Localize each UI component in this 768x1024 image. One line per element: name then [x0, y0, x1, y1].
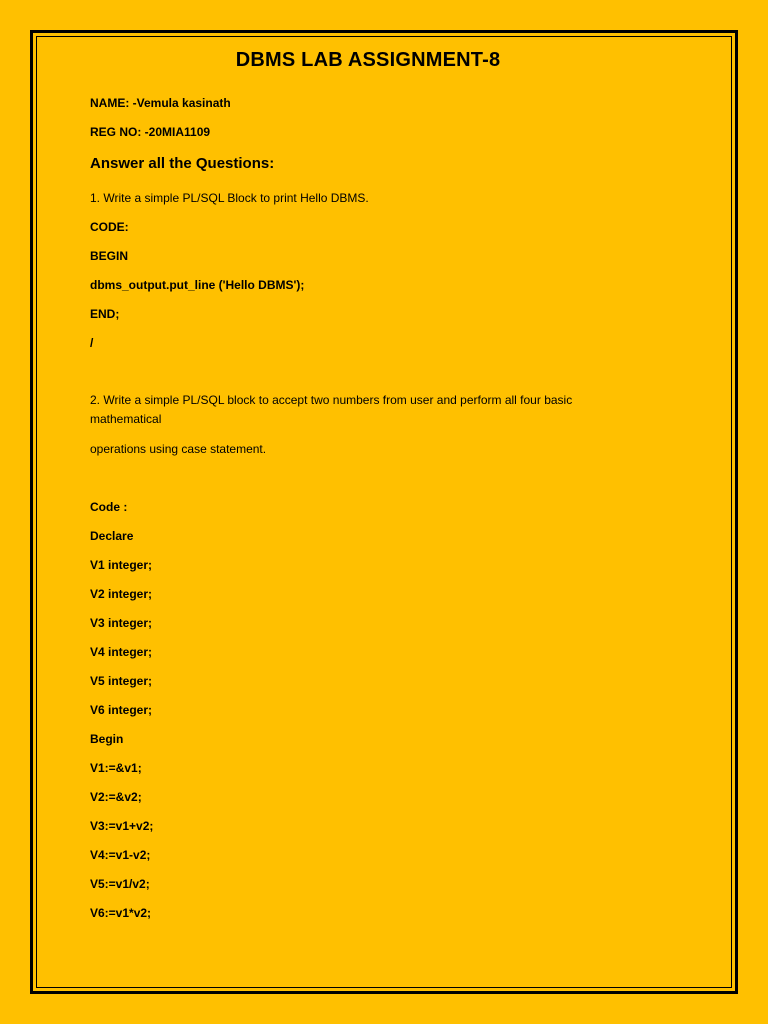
- student-name: NAME: -Vemula kasinath: [90, 96, 231, 110]
- code-line: V4:=v1-v2;: [90, 848, 151, 862]
- question-2-part-1: 2. Write a simple PL/SQL block to accept two numbers from user and perform all four basic mathematical: [90, 393, 573, 426]
- code-line: dbms_output.put_line ('Hello DBMS');: [90, 278, 305, 292]
- code-line: Declare: [90, 529, 134, 543]
- code-line: V5:=v1/v2;: [90, 877, 150, 891]
- question-2-part-2: operations using case statement.: [90, 442, 267, 456]
- code-line: Begin: [90, 732, 124, 746]
- code-line: V5 integer;: [90, 674, 153, 688]
- section-heading: Answer all the Questions:: [90, 155, 275, 172]
- question-1: 1. Write a simple PL/SQL Block to print Hello DBMS.: [90, 191, 369, 205]
- code-line: V1:=&v1;: [90, 761, 142, 775]
- code-line: V2 integer;: [90, 587, 153, 601]
- registration-number: REG NO: -20MIA1109: [90, 125, 211, 139]
- code-line: /: [90, 336, 94, 350]
- page-border-inner: [36, 36, 732, 988]
- code-line: V4 integer;: [90, 645, 153, 659]
- code-line: V2:=&v2;: [90, 790, 142, 804]
- code-line: V6:=v1*v2;: [90, 906, 152, 920]
- code-line: V6 integer;: [90, 703, 153, 717]
- code-line: V3:=v1+v2;: [90, 819, 154, 833]
- q1-code-label: CODE:: [90, 220, 129, 234]
- code-line: END;: [90, 307, 120, 321]
- code-line: V3 integer;: [90, 616, 153, 630]
- code-line: BEGIN: [90, 249, 129, 263]
- q2-code-label: Code :: [90, 500, 128, 514]
- code-line: V1 integer;: [90, 558, 153, 572]
- document-title: DBMS LAB ASSIGNMENT-8: [235, 49, 501, 71]
